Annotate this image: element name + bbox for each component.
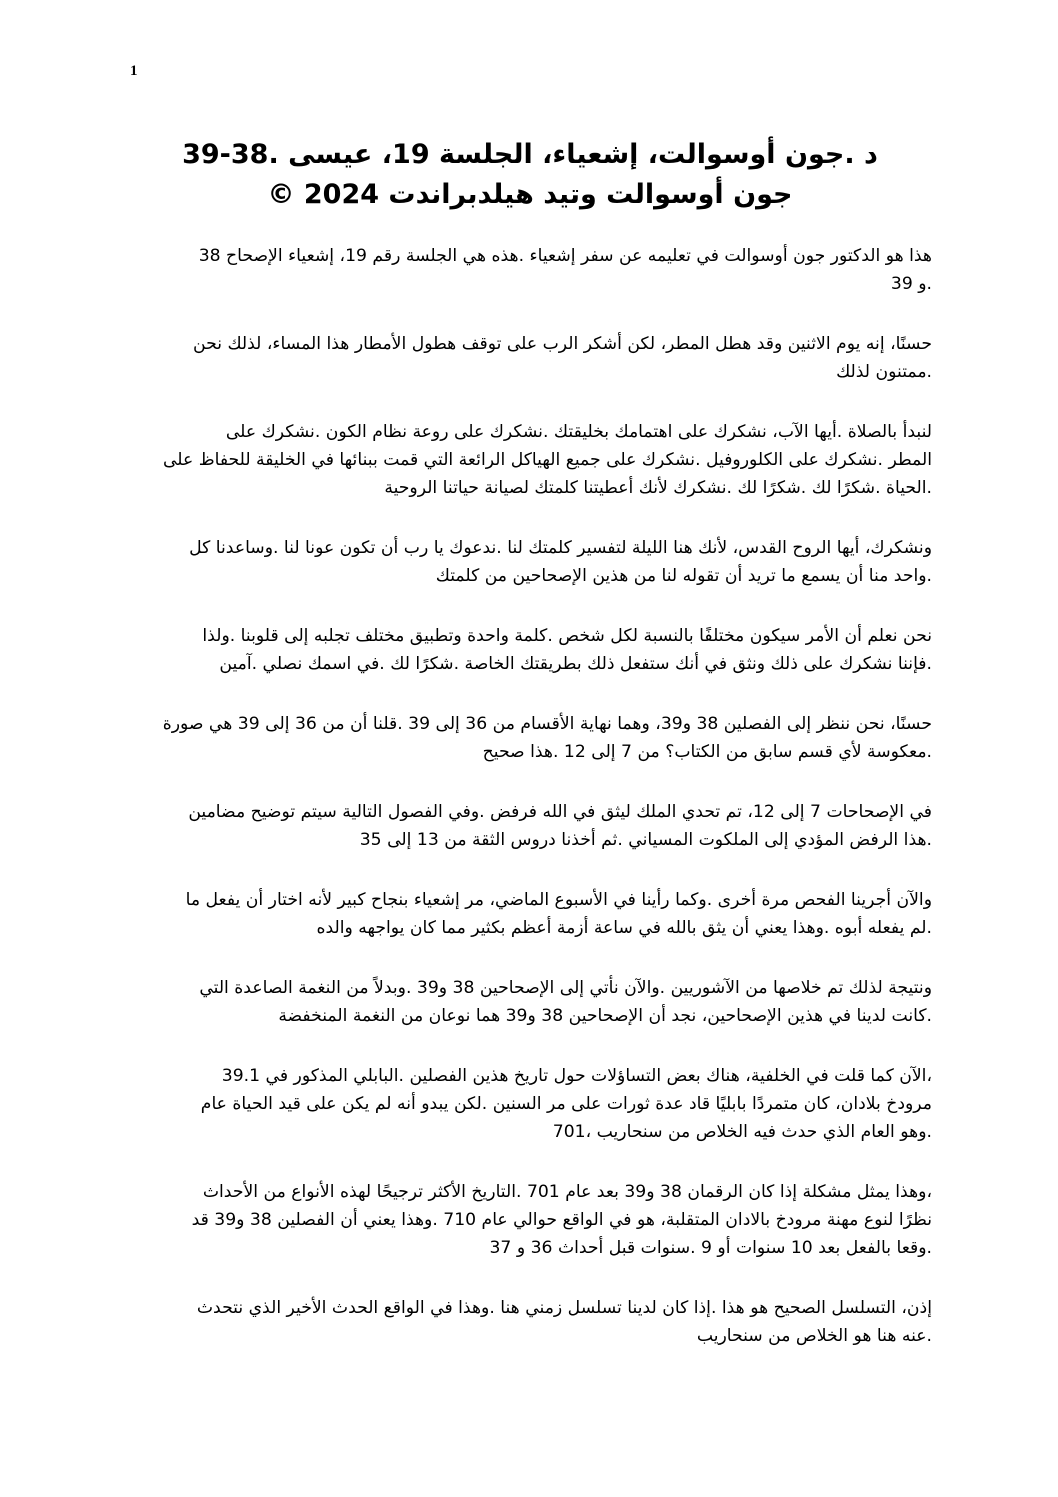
paragraph: [140, 886, 932, 942]
paragraph-line: ،الآن كما قلت في الخلفية، هناك بعض التساؤلات حول تاريخ هذين الفصلين .البابلي المذكور في 39.1: [221, 1066, 932, 1086]
paragraph: [140, 974, 932, 1030]
paragraph-line: في الإصحاحات 7 إلى 12، تم تحدي الملك ليثق في الله فرفض .وفي الفصول التالية سيتم توضيح مضامين: [188, 802, 932, 822]
paragraph-line: ونتيجة لذلك تم خلاصها من الآشوريين .والآن نأتي إلى الإصحاحين 38 و39 .وبدلاً من النغمة الصاعدة التي: [199, 978, 932, 998]
paragraph-line: .و 39: [890, 274, 932, 294]
paragraph: [140, 798, 932, 854]
paragraph-line: .واحد منا أن يسمع ما تريد أن تقوله لنا من هذين الإصحاحين من كلمتك: [435, 566, 932, 586]
paragraph-line: لنبدأ بالصلاة .أيها الآب، نشكرك على اهتمامك بخليقتك .نشكرك على روعة نظام الكون .نشكرك على: [225, 422, 932, 442]
paragraph-line: .معكوسة لأي قسم سابق من الكتاب؟ من 7 إلى 12 .هذا صحيح: [482, 742, 932, 762]
paragraph: [140, 242, 932, 298]
paragraph-line: .الحياة .شكرًا لك .شكرًا لك .نشكرك لأنك أعطيتنا كلمتك لصيانة حياتنا الروحية: [384, 478, 932, 498]
paragraph-line: ونشكرك، أيها الروح القدس، لأنك هنا الليلة لتفسير كلمتك لنا .ندعوك يا رب أن تكون عونا لنا .وساعدنا كل: [189, 538, 932, 558]
paragraph-line: مرودخ بلادان، كان متمردًا بابليًا قاد عدة ثورات على مر السنين .لكن يبدو أنه لم يكن على قيد الحياة عام: [200, 1094, 932, 1114]
paragraph-line: هذا هو الدكتور جون أوسوالت في تعليمه عن سفر إشعياء .هذه هي الجلسة رقم 19، إشعياء الإصحاح 38: [198, 246, 932, 266]
paragraph-line: إذن، التسلسل الصحيح هو هذا .إذا كان لدينا تسلسل زمني هنا .وهذا في الواقع الحدث الأخير الذي نتحدث: [196, 1298, 932, 1318]
title-line-2: جون أوسوالت وتيد هيلدبراندت 2024 ©: [267, 179, 793, 210]
paragraph-line: .عنه هنا هو الخلاص من سنحاريب: [696, 1326, 932, 1346]
page-number: 1: [130, 63, 138, 79]
paragraph-line: والآن أجرينا الفحص مرة أخرى .وكما رأينا في الأسبوع الماضي، مر إشعياء بنجاح كبير لأنه اختار أن يفعل ما: [185, 890, 932, 910]
document-title: [140, 135, 920, 215]
paragraph: [140, 418, 932, 502]
paragraph-line: نحن نعلم أن الأمر سيكون مختلفًا بالنسبة لكل شخص .كلمة واحدة وتطبيق مختلف تجلبه إلى قلوبنا .ولذا: [202, 626, 932, 646]
paragraph: [140, 622, 932, 678]
paragraph-line: ،وهذا يمثل مشكلة إذا كان الرقمان 38 و39 بعد عام 701 .التاريخ الأكثر ترجيحًا لهذه الأنواع من الأحداث: [202, 1182, 932, 1202]
title-line-1: د .جون أوسوالت، إشعياء، الجلسة 19، عيسى .38-39: [182, 139, 878, 170]
paragraph-line: .ممتنون لذلك: [836, 362, 932, 382]
paragraph: [140, 330, 932, 386]
paragraph-line: حسنًا، نحن ننظر إلى الفصلين 38 و39، وهما نهاية الأقسام من 36 إلى 39 .قلنا أن من 36 إلى 39 هي صورة: [162, 714, 932, 734]
paragraph-line: .فإننا نشكرك على ذلك ونثق في أنك ستفعل ذلك بطريقتك الخاصة .شكرًا لك .في اسمك نصلي .آمين: [219, 654, 932, 674]
paragraph: [140, 1294, 932, 1350]
paragraph-line: .وقعا بالفعل بعد 10 سنوات أو 9 .سنوات قبل أحداث 36 و 37: [489, 1238, 932, 1258]
paragraph: [140, 1062, 932, 1146]
paragraph-line: .لم يفعله أبوه .وهذا يعني أن يثق بالله في ساعة أزمة أعظم بكثير مما كان يواجهه والده: [316, 918, 932, 938]
paragraph-line: .وهو العام الذي حدث فيه الخلاص من سنحاريب ،701: [552, 1122, 932, 1142]
paragraph-line: .كانت لدينا في هذين الإصحاحين، نجد أن الإصحاحين 38 و39 هما نوعان من النغمة المنخفضة: [278, 1006, 932, 1026]
paragraph: [140, 534, 932, 590]
paragraph: [140, 1178, 932, 1262]
paragraph-line: المطر .نشكرك على الكلوروفيل .نشكرك على جميع الهياكل الرائعة التي قمت ببنائها في الخليقة للحفاظ على: [162, 450, 932, 470]
paragraph: [140, 710, 932, 766]
paragraph-line: .هذا الرفض المؤدي إلى الملكوت المسياني .ثم أخذنا دروس الثقة من 13 إلى 35: [359, 830, 932, 850]
body-text: [140, 242, 932, 1382]
paragraph-line: حسنًا، إنه يوم الاثنين وقد هطل المطر، لكن أشكر الرب على توقف هطول الأمطار هذا المساء، لذلك نحن: [193, 334, 932, 354]
paragraph-line: نظرًا لنوع مهنة مرودخ بالادان المتقلبة، هو في الواقع حوالي عام 710 .وهذا يعني أن الفصلين 38 و39 قد: [191, 1210, 932, 1230]
